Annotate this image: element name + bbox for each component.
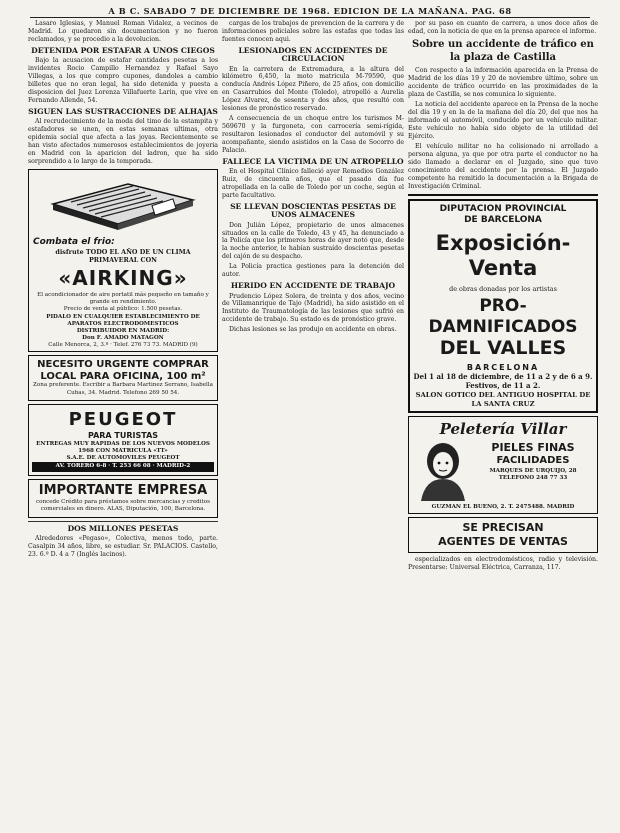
col2-paragraph-4: Don Julián López, propietario de unos almacenes situados en la calle de Toledo, 43 y 45, ha denunciado a la Policía que los primeros horas de ayer notó que, desde la noche anterior, le habían sustraído doscientas pesetas del cajón de su despacho. [222,221,404,261]
col1-heading-1: DETENIDA POR ESTAFAR A UNOS CIEGOS [31,45,215,55]
agentes-ad [408,517,598,553]
airking-desc: El acondicionador de aire portatil más pequeño en tamaño y grande en rendimiento. [37,292,209,306]
airking-ad [28,169,218,353]
expo-city: BARCELONA [466,362,540,372]
header-rule [30,17,590,18]
peugeot-address: AV. TORERO 6-8 · T. 253 66 08 · MADRID-2 [32,462,214,471]
col2-heading-1: LESIONADOS EN ACCIDENTES DE CIRCULACION [238,45,388,64]
col2-paragraph-5: La Policía practica gestiones para la detención del autor. [222,263,404,279]
expo-pro: PRO-DAMNIFICADOS [428,296,578,337]
airking-address: Calle Menorca, 2, 3.º · Telef. 276 73 73. MADRID (9) [48,342,198,349]
expo-org1: DIPUTACION PROVINCIAL [439,203,567,214]
airking-line: disfrute TODO EL AÑO DE UN CLIMA PRIMAVERAL CON [55,248,191,265]
separator [28,521,218,522]
villar-tel: TELEFONO 248 77 33 [498,475,568,482]
column-2 [222,20,404,336]
peugeot-line: ENTREGAS MUY RAPIDAS DE LOS NUEVOS MODELOS 1968 CON MATRICULA «TT» [36,441,210,455]
page-header: A B C. SABADO 7 DE DICIEMBRE DE 1968. EDICION DE LA MAÑANA. PAG. 68 [108,6,512,16]
col2-heading-2: FALLECE LA VICTIMA DE UN ATROPELLO [222,156,404,166]
col1-paragraph-1: Bajo la acusacion de estafar cantidades pesetas a los invidentes Rocio Campillo Hernandez y Rafael Sayo Villegas, a los que compro cupones, dandoles a cambio billetes que no eran legal, ha sido detenida y puesta a disposicion del Juez Lorenza Villafuerte Larin, que vive en Fernando Allende, 54. [28,57,218,104]
empresa-text: concede Crédito para préstamos sobre mercancias y creditos comerciales en dinero. ALAS, Diputación, 100, Barcelona. [35,499,211,513]
empresa-ad [28,479,218,518]
local-text: Zona preferente. Escribir a Barbara Martinez Serrano, Isabella Cubas, 34. Madrid. Telefono 269 50 54. [33,382,213,396]
airking-agent: Don F. AMADO MATAGON [82,335,164,342]
expo-sub: de obras donadas por los artistas [449,284,557,293]
expo-valles: DEL VALLES [439,336,567,359]
expo-title: Exposición-Venta [435,230,571,280]
villar-line1: PIELES FINAS [491,441,575,455]
col3-paragraph-2: La noticia del accidente aparece en la Prensa de la noche del día 19 y en la de la mañana del día 20, del que nos ha informado el automóvil, conducido por un vehículo militar. Este vehículo no había sido objeto de la utilidad del Ejército. [408,101,598,140]
col1-heading-2: SIGUEN LAS SUSTRACCIONES DE ALHAJAS [28,106,218,116]
peugeot-company: S.A.E. DE AUTOMOVILES PEUGEOT [66,455,180,462]
airking-brand: «AIRKING» [58,265,188,290]
col1-paragraph-2: Al recrudecimiento de la moda del timo de la estampita y estafadores se unen, en estas semanas ultimas, otra epidemia social que afecta a las joyas. Recientemente se han visto afectados numerosos establecimientos de joyeria en Madrid con la aparicion del ladron, que ha sido sorprendido a lo largo de la temporada. [28,118,218,165]
col2-paragraph-6: Prudencio López Solera, de treinta y dos años, vecino de Villamanrique de Tajo (Madrid), ha sido asistido en el Instituto de Traumatología de las lesiones que sufrió en accidente de trabajo. Su estado es de pronóstico grave. [222,292,404,324]
peugeot-ad [28,404,218,476]
col3-heading: Sobre un accidente de tráfico en la plaza de Castilla [412,38,594,63]
col2-paragraph-3: En el Hospital Clínico falleció ayer Remedios González Ruiz, de cincuenta años, que el pasado día fue atropellada en la calle de Toledo por un coche, según el parte facultativo. [222,168,404,199]
col2-heading-4: HERIDO EN ACCIDENTE DE TRABAJO [230,281,396,291]
column-1 [28,20,218,561]
woman-portrait-illustration [415,439,471,501]
airking-dist: PIDALO EN CUALQUIER ESTABLECIMIENTO DE APARATOS ELECTRODOMESTICOS [46,313,200,327]
col2-heading-3: SE LLEVAN DOSCIENTAS PESETAS DE UNOS ALMACENES [230,201,396,220]
col3-paragraph-1: Con respecto a la información aparecida en la Prensa de Madrid de los días 19 y 20 de noviembre último, sobre un accidente de tráfico ocurrido en las proximidades de la plaza de Castilla, se nos comunica lo siguiente. [408,67,598,99]
villar-addr1: MARQUES DE URQUIJO, 28 [489,468,577,475]
airking-agent-label: DISTRIBUIDOR EN MADRID: [76,327,170,334]
col1-intro: Lasaro Iglesias, y Manuel Roman Vidalez, a vecinos de Madrid. Lo quedaron sin documentacion y no fueron reclamados, y se procedio a la devolucion. [28,20,218,43]
air-conditioner-illustration [33,172,213,234]
separator [408,194,598,196]
agentes-line2: AGENTES DE VENTAS [438,535,568,549]
empresa-title: IMPORTANTE EMPRESA [38,482,208,498]
agentes-text: especializados en electrodomésticos, radio y televisión. Presentarse: Universal Eléctrica, Carranza, 117. [408,556,598,572]
agentes-line1: SE PRECISAN [462,521,544,535]
col2-intro: cargas de los trabajos de prevencion de la carrera y de informaciones policiales sobre las estafas que todas las fuentes conocen aqui. [222,20,404,43]
villar-brand: Peletería Villar [439,420,567,439]
col2-paragraph-7: Dichas lesiones se las produjo en accidente en obras. [229,326,397,334]
col3-intro: por su paso en cuanto de carrera, a unos doce años de edad, con la noticia de que en la prensa aparece el informe. [408,20,598,35]
villar-addr2: GUZMAN EL BUENO, 2. T. 2475488. MADRID [431,504,575,511]
villar-line2: FACILIDADES [496,455,570,467]
airking-slogan: Combata el frio: [33,236,115,247]
expo-place: SALON GOTICO DEL ANTIGUO HOSPITAL DE LA SANTA CRUZ [415,390,591,408]
expo-dates: Del 1 al 18 de diciembre, de 11 a 2 y de 6 a 9. Festivos, de 11 a 2. [413,371,593,390]
peugeot-brand: PEUGEOT [68,408,178,430]
local-ad [28,355,218,400]
expo-ad [408,199,598,414]
local-title: NECESITO URGENTE COMPRAR LOCAL PARA OFICINA, 100 m² [37,359,209,382]
column-3 [408,20,598,574]
expo-org2: DE BARCELONA [464,215,542,226]
airking-price: Precio de venta al público: 1.500 pesetas. [63,306,183,313]
peugeot-sub: PARA TURISTAS [87,430,159,440]
col2-paragraph-1: En la carretera de Extremadura, a la altura del kilómetro 6,450, la moto matricula M-79590, que conducía Andrés López Piñero, de 25 años, con domicilio en Casarrubios del Monte (Toledo), atropelló a Aurelia López Alvarez, de sesenta y dos años, que resultó con lesiones de pronóstico reservado. [222,65,404,113]
villar-ad [408,416,598,514]
col3-paragraph-3: El vehículo militar no ha colisionado ni arrollado a persona alguna, ya que por otra parte el conductor no ha sido llamado a declarar en el Juzgado, sino que tuvo conocimiento del accidente por la prensa. El Juzgado competente ha remitido la documentación a la Brigada de Investigación Criminal. [408,142,598,190]
millones-title: DOS MILLONES PESETAS [67,523,179,533]
col2-paragraph-2: A consecuencia de un choque entre los turismos M-569670 y la furgoneta, con carrocería semi-rígida, resultaron lesionados el conductor del automóvil y su acompañante, siendo asistidos en la Casa de Socorro de Palacio. [222,115,404,154]
millones-text: Alrededores «Pegaso», Colectiva, menos todo, parte. Casalpin 34 años, libre, se estudiar. Sr. PALACIOS. Castello, 23. 6.º D. 4 a 7 (Inglés lacinos). [28,534,218,558]
